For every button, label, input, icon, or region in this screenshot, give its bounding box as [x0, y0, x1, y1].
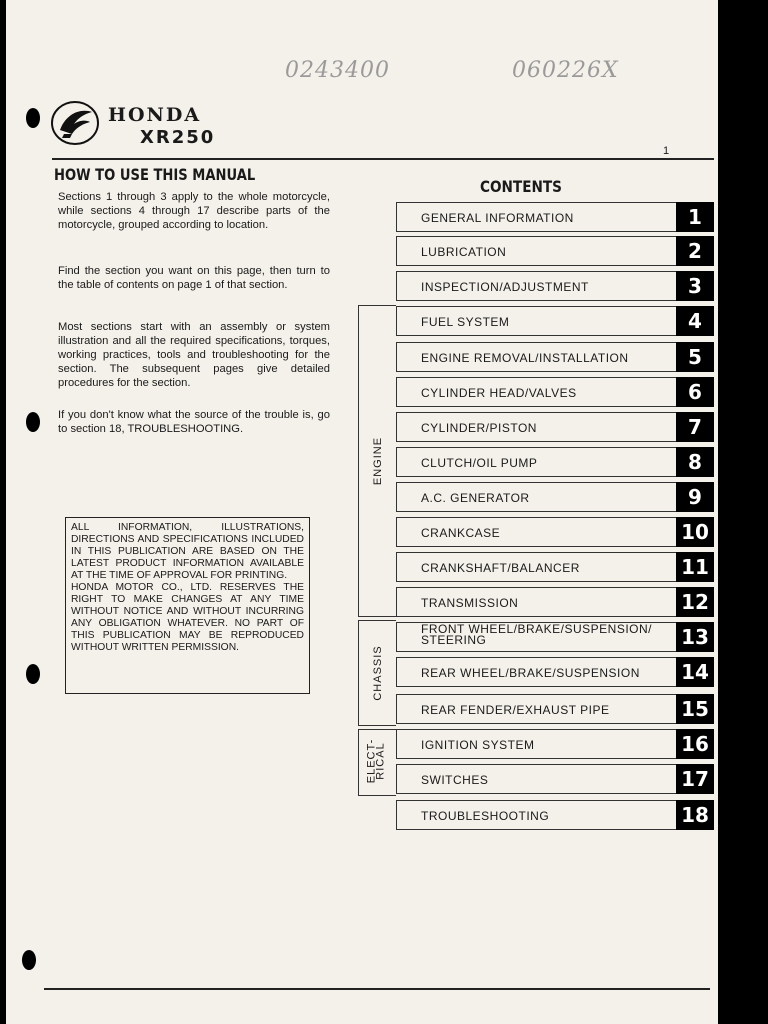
section-number-tab[interactable]: 1 [676, 202, 714, 232]
toc-item-label-text: FUEL SYSTEM [421, 315, 510, 329]
toc-item-label [421, 666, 640, 680]
toc-item-label [421, 421, 537, 435]
toc-item[interactable] [396, 552, 676, 582]
section-number-tab[interactable]: 6 [676, 377, 714, 407]
toc-item[interactable] [396, 236, 676, 266]
toc-item-label-text: CRANKCASE [421, 526, 501, 540]
toc-item[interactable] [396, 202, 676, 232]
toc-item-label-text: CYLINDER/PISTON [421, 421, 537, 435]
punch-hole [26, 412, 40, 432]
section-number-tab[interactable]: 7 [676, 412, 714, 442]
toc-item[interactable] [396, 622, 676, 652]
toc-item[interactable] [396, 447, 676, 477]
punch-hole [26, 108, 40, 128]
honda-wing-logo-icon [50, 100, 100, 146]
handwritten-note-left: 0243400 [285, 58, 390, 83]
toc-item-label [421, 386, 577, 400]
toc-item-label [421, 809, 549, 823]
contents-title: CONTENTS [480, 177, 562, 196]
toc-item-label-text: TROUBLESHOOTING [421, 809, 550, 823]
toc-item-label [421, 315, 509, 329]
model-name: XR250 [140, 127, 216, 148]
toc-item-label [421, 703, 609, 717]
toc-item-label-text: REAR FENDER/EXHAUST PIPE [421, 703, 610, 717]
toc-item-label [421, 561, 580, 575]
toc-item-label-text: FRONT WHEEL/BRAKE/SUSPENSION/ [421, 622, 652, 636]
disclaimer-text: HONDA MOTOR CO., LTD. RESERVES THE RIGHT TO MAKE CHANGES AT ANY TIME WITHOUT NOTICE AND WITHOUT INCURRING ANY OBLIGATION WHATEVER. NO PART OF THIS PUBLICATION MAY BE REPRODUCED WITHOUT WRITTEN PERMISSION. [71, 582, 304, 653]
toc-item-label [421, 738, 535, 752]
toc-item-label-text: LUBRICATION [421, 245, 507, 259]
toc-item-label [421, 456, 537, 470]
how-to-paragraph: Sections 1 through 3 apply to the whole motorcycle, while sections 4 through 17 describe parts of the motorcycle, grouped according to location. [58, 191, 330, 231]
toc-item-label [421, 491, 530, 505]
toc-item[interactable] [396, 412, 676, 442]
toc-item-label [421, 351, 629, 365]
section-number-tab[interactable]: 8 [676, 447, 714, 477]
handwritten-note-right: 060226X [512, 58, 619, 83]
toc-item-label [421, 526, 500, 540]
how-to-paragraph: If you don't know what the source of the trouble is, go to section 18, TROUBLESHOOTING. [58, 409, 330, 435]
punch-hole [26, 664, 40, 684]
disclaimer-box [65, 517, 310, 694]
toc-item[interactable] [396, 306, 676, 336]
electrical-group-bracket [358, 729, 396, 796]
toc-item[interactable] [396, 271, 676, 301]
section-number-tab[interactable]: 9 [676, 482, 714, 512]
toc-item-label-text: IGNITION SYSTEM [421, 738, 535, 752]
toc-item[interactable] [396, 657, 676, 687]
section-number-tab[interactable]: 16 [676, 729, 714, 759]
toc-item-label-text: INSPECTION/ADJUSTMENT [421, 280, 589, 294]
toc-item[interactable] [396, 342, 676, 372]
section-number-tab[interactable]: 2 [676, 236, 714, 266]
toc-item[interactable] [396, 517, 676, 547]
section-number-tab[interactable]: 14 [676, 657, 714, 687]
toc-item[interactable] [396, 587, 676, 617]
toc-item[interactable] [396, 800, 676, 830]
black-edge-strip [718, 0, 768, 1024]
section-number-tab[interactable]: 18 [676, 800, 714, 830]
toc-item[interactable] [396, 377, 676, 407]
toc-item-label-text: STEERING [421, 633, 487, 647]
toc-item-label-text: A.C. GENERATOR [421, 491, 530, 505]
engine-group-label: ENGINE [371, 436, 384, 486]
toc-item-label [421, 596, 518, 610]
toc-item-label-text: CYLINDER HEAD/VALVES [421, 386, 577, 400]
toc-item[interactable] [396, 764, 676, 794]
toc-item-label [421, 280, 589, 294]
page-number: 1 [663, 145, 670, 157]
toc-item-label-text: SWITCHES [421, 773, 489, 787]
toc-item-label [421, 211, 574, 225]
toc-item-label-text: REAR WHEEL/BRAKE/SUSPENSION [421, 666, 640, 680]
electrical-group-label: ELECT- [365, 738, 378, 784]
toc-item-label-text: CRANKSHAFT/BALANCER [421, 561, 580, 575]
footer-divider [44, 988, 710, 990]
section-number-tab[interactable]: 11 [676, 552, 714, 582]
toc-item-label-text: TRANSMISSION [421, 596, 519, 610]
section-number-tab[interactable]: 10 [676, 517, 714, 547]
how-to-title: HOW TO USE THIS MANUAL [54, 165, 256, 184]
punch-hole [22, 950, 36, 970]
electrical-group-label: RICAL [374, 742, 387, 780]
toc-item-label [421, 773, 488, 787]
section-number-tab[interactable]: 17 [676, 764, 714, 794]
how-to-paragraph: Find the section you want on this page, then turn to the table of contents on page 1 of that section. [58, 265, 330, 291]
section-number-tab[interactable]: 4 [676, 306, 714, 336]
toc-item[interactable] [396, 729, 676, 759]
toc-item-label [421, 624, 652, 646]
toc-item-label-text: GENERAL INFORMATION [421, 211, 574, 225]
section-number-tab[interactable]: 5 [676, 342, 714, 372]
brand-name: HONDA [108, 104, 202, 126]
header-divider [52, 158, 714, 160]
chassis-group-bracket [358, 620, 396, 726]
chassis-group-label: CHASSIS [371, 645, 384, 701]
toc-item-label [421, 245, 506, 259]
how-to-paragraph: Most sections start with an assembly or system illustration and all the required specifications, torques, working practices, tools and troubleshooting for the section. The subsequent pages give detailed procedures for the section. [58, 321, 330, 389]
section-number-tab[interactable]: 15 [676, 694, 714, 724]
disclaimer-text: ALL INFORMATION, ILLUSTRATIONS, DIRECTIONS AND SPECIFICATIONS INCLUDED IN THIS PUBLICATION ARE BASED ON THE LATEST PRODUCT INFORMATION AVAILABLE AT THE TIME OF APPROVAL FOR PRINTING. [71, 522, 304, 581]
section-number-tab[interactable]: 13 [676, 622, 714, 652]
toc-item-label-text: ENGINE REMOVAL/INSTALLATION [421, 351, 629, 365]
section-number-tab[interactable]: 3 [676, 271, 714, 301]
toc-item[interactable] [396, 694, 676, 724]
toc-item-label-text: CLUTCH/OIL PUMP [421, 456, 538, 470]
toc-item[interactable] [396, 482, 676, 512]
engine-group-bracket [358, 305, 396, 617]
section-number-tab[interactable]: 12 [676, 587, 714, 617]
